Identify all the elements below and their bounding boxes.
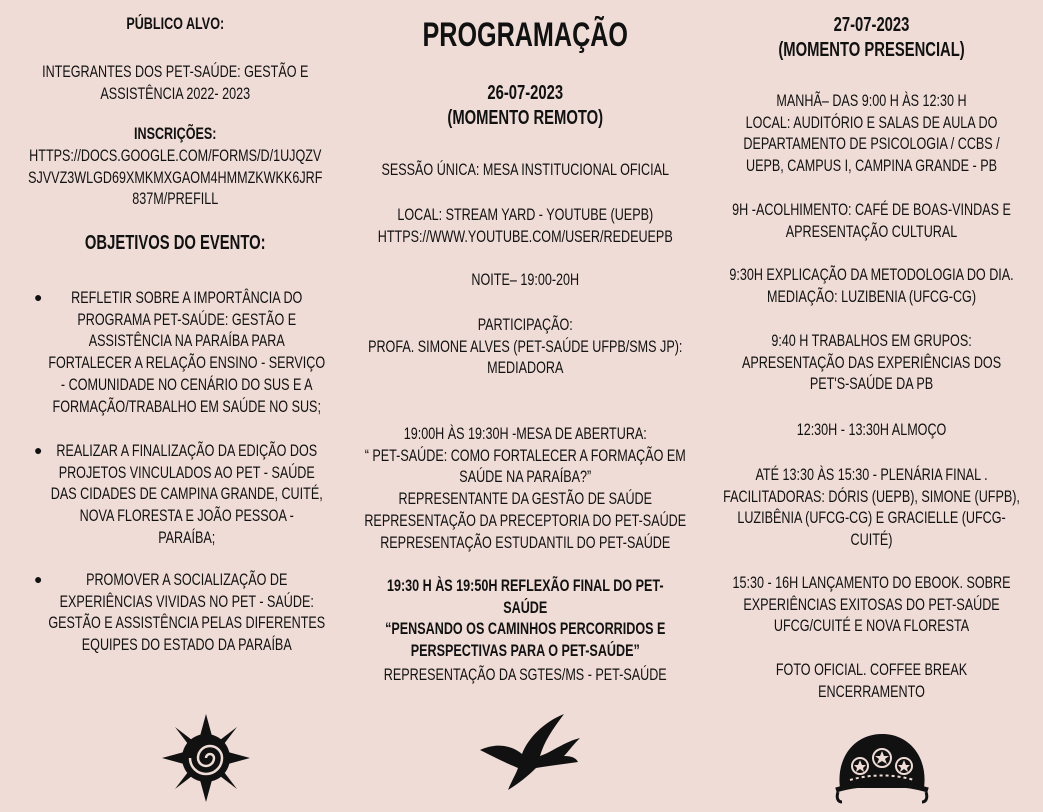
remote-mode: (MOMENTO REMOTO) (447, 107, 603, 129)
manha: MANHÃ– DAS 9:00 H ÀS 12:30 H LOCAL: AUDITÓRIO E SALAS DE AULA DO DEPARTAMENTO DE PSICOLOGIA / CCBS / UEPB, CAMPUS I, CAMPINA GRANDE - PB (743, 91, 1000, 176)
publico-text: INTEGRANTES DOS PET-SAÚDE: GESTÃO E ASSISTÊNCIA 2022- 2023 (41, 62, 309, 103)
ebook: 15:30 - 16H LANÇAMENTO DO EBOOK. SOBRE EXPERIÊNCIAS EXITOSAS DO PET-SAÚDE UFCG/CUITÉ E NOVA FLORESTA (732, 573, 1011, 636)
encerramento: FOTO OFICIAL. COFFEE BREAK ENCERRAMENTO (775, 660, 968, 701)
sun-icon (160, 712, 252, 804)
bullet: ● (34, 442, 43, 458)
publico-heading: PÚBLICO ALVO: (126, 14, 224, 33)
grupos: 9:40 H TRABALHOS EM GRUPOS: APRESENTAÇÃO DAS EXPERIÊNCIAS DOS PET'S-SAÚDE DA PB (741, 331, 1002, 394)
plenaria: ATÉ 13:30 ÀS 15:30 - PLENÁRIA FINAL . FACILITADORAS: DÓRIS (UEPB), SIMONE (UFPB), LUZIBÊNIA (UFCG-CG) E GRACIELLE (UFCG- CUITÉ) (723, 465, 1020, 550)
metodologia: 9:30H EXPLICAÇÃO DA METODOLOGIA DO DIA. MEDIAÇÃO: LUZIBENIA (UFCG-CG) (729, 265, 1014, 306)
presencial-date: 27-07-2023 (833, 14, 910, 36)
inscricoes-heading: INSCRIÇÕES: (133, 124, 217, 143)
objetivo-item: REALIZAR A FINALIZAÇÃO DA EDIÇÃO DOS PROJETOS VINCULADOS AO PET - SAÚDE DAS CIDADES DE CAMPINA GRANDE, CUITÉ, NOVA FLORESTA E JOÃO PESSOA - PARAÍBA; (51, 441, 323, 547)
page-title: PROGRAMAÇÃO (422, 16, 628, 54)
hat-icon (832, 728, 932, 804)
acolhimento: 9H -ACOLHIMENTO: CAFÉ DE BOAS-VINDAS E APRESENTAÇÃO CULTURAL (732, 200, 1011, 241)
left-column (0, 0, 350, 812)
sessao: SESSÃO ÚNICA: MESA INSTITUCIONAL OFICIAL (381, 160, 669, 179)
bird-icon (478, 712, 582, 792)
right-column (700, 0, 1043, 812)
reflexao-rep: REPRESENTAÇÃO DA SGTES/MS - PET-SAÚDE (383, 665, 667, 684)
middle-column (350, 0, 700, 812)
local-link[interactable]: LOCAL: STREAM YARD - YOUTUBE (UEPB) HTTPS://WWW.YOUTUBE.COM/USER/REDEUEPB (377, 205, 673, 246)
objetivo-item: PROMOVER A SOCIALIZAÇÃO DE EXPERIÊNCIAS VIVIDAS NO PET - SAÚDE: GESTÃO E ASSISTÊNCIA PELAS DIFERENTES EQUIPES DO ESTADO DA PARAÍBA (48, 570, 326, 655)
almoco: 12:30H - 13:30H ALMOÇO (796, 420, 947, 439)
remote-date: 26-07-2023 (487, 82, 563, 104)
bullet: ● (34, 571, 43, 587)
objetivos-heading: OBJETIVOS DO EVENTO: (84, 232, 266, 254)
reflexao: 19:30 H ÀS 19:50H REFLEXÃO FINAL DO PET- SAÚDE “PENSANDO OS CAMINHOS PERCORRIDOS E PERSPECTIVAS PARA O PET-SAÚDE” (384, 576, 666, 661)
noite: NOITE– 19:00-20H (471, 270, 579, 289)
bullet: ● (34, 289, 43, 305)
presencial-mode: (MOMENTO PRESENCIAL) (778, 39, 965, 61)
inscricoes-link[interactable]: HTTPS://DOCS.GOOGLE.COM/FORMS/D/1UJQZV SJVVZ3WLGD69XMKMXGAOM4HMMZKWKK6JRF 837M/PREFILL (27, 146, 323, 209)
abertura: 19:00H ÀS 19:30H -MESA DE ABERTURA: “ PET-SAÚDE: COMO FORTALECER A FORMAÇÃO EM SAÚDE NA PARAÍBA?” REPRESENTANTE DA GESTÃO DE SAÚDE REPRESENTAÇÃO DA PRECEPTORIA DO PET-SAÚDE REPRESENTAÇÃO ESTUDANTIL DO PET-SAÚDE (364, 424, 686, 552)
objetivo-item: REFLETIR SOBRE A IMPORTÂNCIA DO PROGRAMA PET-SAÚDE: GESTÃO E ASSISTÊNCIA NA PARAÍBA PARA FORTALECER A RELAÇÃO ENSINO - SERVIÇO - COMUNIDADE NO CENÁRIO DO SUS E A FORMAÇÃO/TRABALHO EM SAÚDE NO SUS; (48, 288, 326, 416)
participacao: PARTICIPAÇÃO: PROFA. SIMONE ALVES (PET-SAÚDE UFPB/SMS JP): MEDIADORA (367, 315, 683, 378)
